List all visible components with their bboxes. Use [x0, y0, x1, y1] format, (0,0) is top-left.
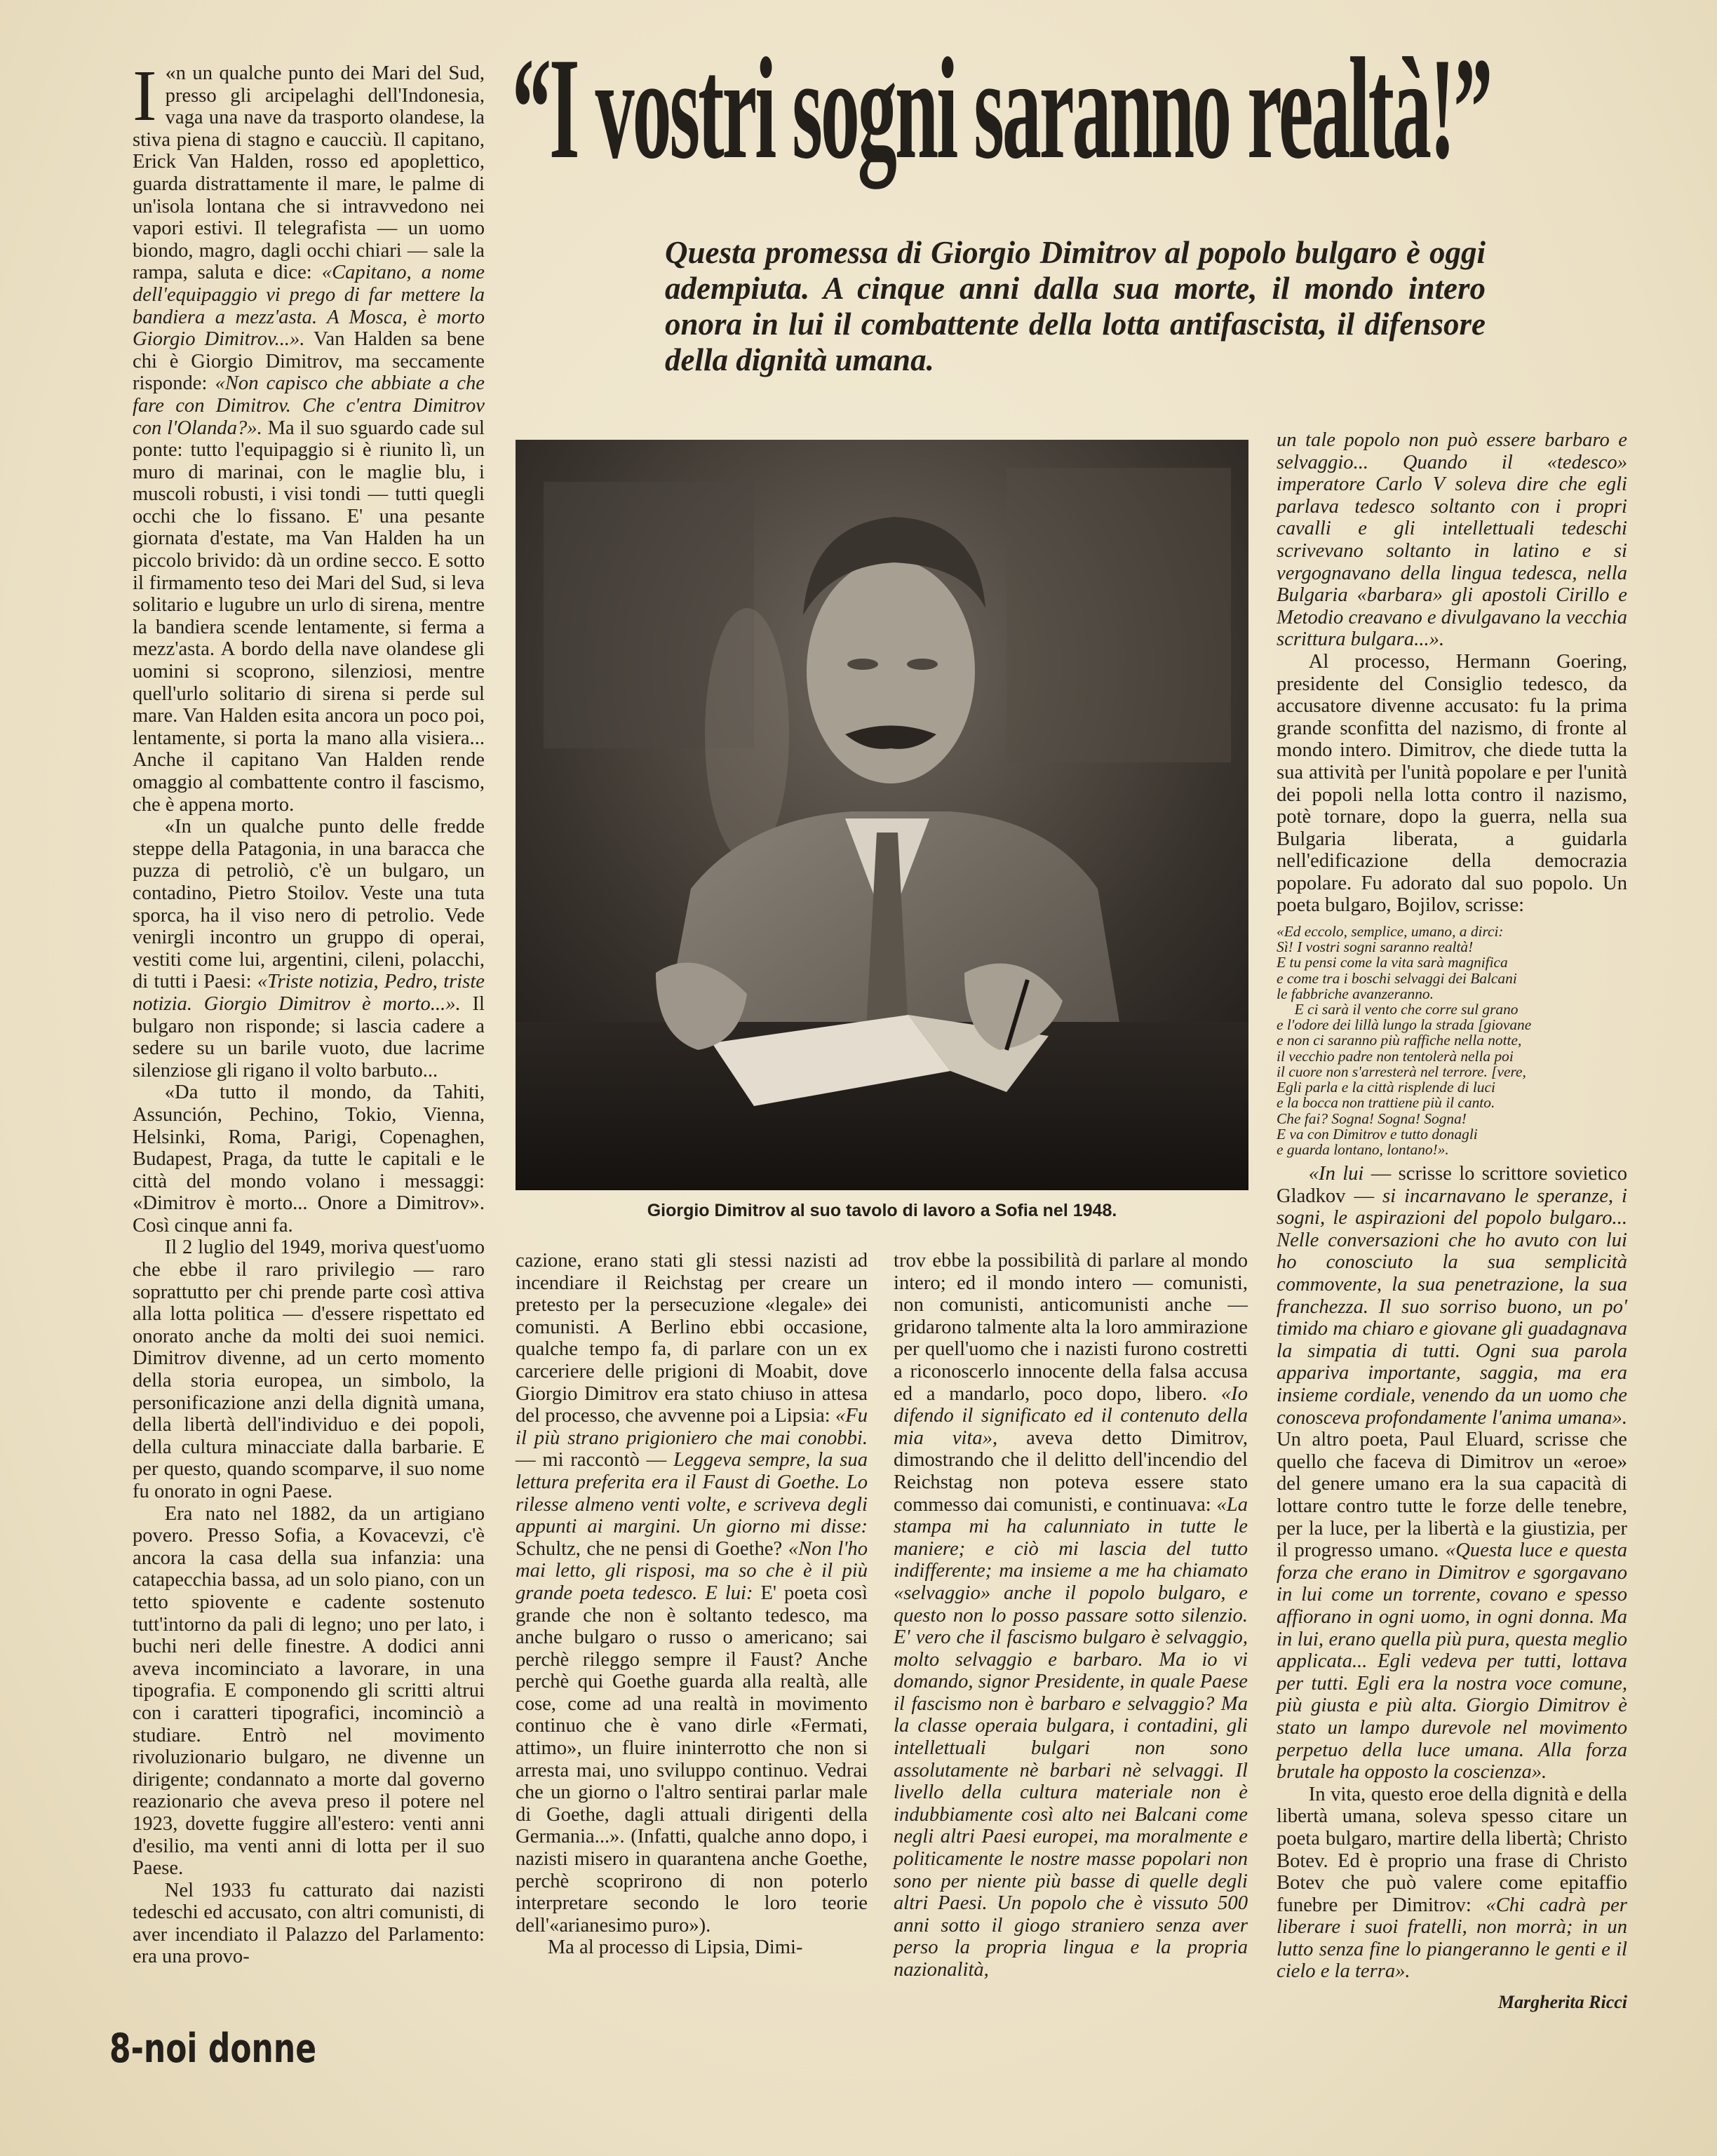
paragraph: trov ebbe la possibilità di parlare al mondo intero; ed il mondo intero — comunisti, non comunisti, anticomunisti anche — gridarono talmente alta la loro ammirazione per quell'uomo che i nazisti furono costretti a riconoscerlo innocente della falsa accusa ed a mandarlo, poco dopo, libero. «Io difendo il significato ed il contenuto della mia vita», aveva detto Dimitrov, dimostrando che il delitto dell'incendio del Reichstag non poteva essere stato commesso dai comunisti, e continuava: «La stampa mi ha calunniato in tutte le maniere; e ciò mi lascia del tutto indifferente; ma insieme a me ha chiamato «selvaggio» anche il popolo bulgaro, e questo non lo posso passare sotto silenzio. E' vero che il fascismo bulgaro è selvaggio, molto selvaggio e barbaro. Ma io vi domando, signor Presidente, in quale Paese il fascismo non è barbaro e selvaggio? Ma la classe operaia bulgara, i contadini, gli intellettuali bulgari non sono assolutamente nè barbari nè selvaggi. Il livello della cultura materiale non è indubbiamente così alto nei Balcani come negli altri Paesi europei, ma moralmente e politicamente le nostre masse popolari non sono per niente più basse di quelle degli altri Paesi. Un popolo che è vissuto 500 anni sotto il giogo straniero senza aver perso la propria lingua e la propria nazionalità, [894, 1250, 1248, 1981]
column-4 [1277, 429, 1627, 1983]
article-subtitle: Questa promessa di Giorgio Dimitrov al popolo bulgaro è oggi adempiuta. A cinque anni dalla sua morte, il mondo intero onora in lui il combattente della lotta antifascista, il difensore della dignità umana. [665, 235, 1486, 377]
article-title: “I vostri sogni saranno realtà!” [512, 28, 1491, 190]
poem-line: e guarda lontano, lontano!». [1277, 1140, 1449, 1158]
poem-line: E va con Dimitrov e tutto donagli [1277, 1125, 1478, 1143]
poem-line: e non ci saranno più raffiche nella notte, [1277, 1032, 1522, 1049]
poem-line: e l'odore dei lillà lungo la strada [giovane [1277, 1016, 1532, 1034]
photo-caption: Giorgio Dimitrov al suo tavolo di lavoro a Sofia nel 1948. [647, 1201, 1117, 1220]
column-1 [133, 55, 485, 1968]
paragraph: Era nato nel 1882, da un artigiano povero. Presso Sofia, a Kovacevzi, c'è ancora la casa della sua infanzia: una catapecchia bassa, ad un solo piano, con un tetto spiovente e cadente sostenuto tutt'intorno da pali di legno; uno per lato, i buchi neri delle finestre. A dodici anni aveva incominciato a lavorare, in una tipografia. E componendo gli scritti altrui con i caratteri tipografici, incominciò a studiare. Entrò nel movimento rivoluzionario bulgaro, ne divenne un dirigente; condannato a morte dal governo reazionario che aveva preso il potere nel 1923, dovette fuggire all'estero: venti anni d'esilio, ma venti anni di lotta per il suo Paese. [133, 1502, 485, 1880]
page-folio: 8-noi donne [109, 2026, 317, 2073]
poem-line: E tu pensi come la vita sarà magnifica [1277, 954, 1508, 971]
paragraph: « I n un qualche punto dei Mari del Sud, presso gli arcipelaghi dell'Indonesia, vaga una nave da trasporto olandese, la stiva piena di stagno e caucciù. Il capitano, Erick Van Halden, rosso ed apoplettico, guarda distrattamente il mare, le palme di un'isola lontana che si intravvedono nei vapori estivi. Il telegrafista — un uomo biondo, magro, dagli occhi chiari — sale la rampa, saluta e dice: «Capitano, a nome dell'equipaggio vi prego di far mettere la bandiera a mezz'asta. A Mosca, è morto Giorgio Dimitrov...». Van Halden sa bene chi è Giorgio Dimitrov, ma seccamente risponde: «Non capisco che abbiate a che fare con Dimitrov. Che c'entra Dimitrov con l'Olanda?». Ma il suo sguardo cade sul ponte: tutto l'equipaggio si è riunito lì, un muro di marinai, con le maglie blu, i muscoli robusti, i visi tondi — tutti quegli occhi che lo fissano. E' una pesante giornata d'estate, ma Van Halden ha un piccolo brivido: dà un ordine secco. E sotto il firmamento teso dei Mari del Sud, si leva solitario e lugubre un urlo di sirena, mentre la bandiera scende lentamente, si ferma a mezz'asta. A bordo della nave olandese gli uomini si scoprono, silenziosi, mentre quell'urlo solitario di sirena si perde sul mare. Van Halden esita ancora un poco poi, lentamente, si porta la mano alla visiera... Anche il capitano Van Halden rende omaggio al combattente contro il fascismo, che è appena morto. [133, 55, 485, 816]
paragraph: «Da tutto il mondo, da Tahiti, Assunción, Pechino, Tokio, Vienna, Helsinki, Roma, Parigi, Copenaghen, Budapest, Praga, da tutte le capitali e le città del mondo volano i messaggi: «Dimitrov è morto... Onore a Dimitrov». Così cinque anni fa. [133, 1082, 485, 1237]
poem-line: il cuore non s'arresterà nel terrore. [vere, [1277, 1063, 1526, 1080]
paragraph: «In lui — scrisse lo scrittore sovietico Gladkov — si incarnavano le speranze, i sogni, le aspirazioni del popolo bulgaro... Nelle conversazioni che ho avuto con lui ho conosciuto la sua semplicità commovente, la sua penetrazione, la sua franchezza. Il suo sorriso buono, un po' timido ma chiaro e giovane gli guadagnava la simpatia di tutti. Ogni sua parola appariva importante, saggia, ma era insieme cordiale, venendo da un uomo che conosceva profondamente l'anima umana». Un altro poeta, Paul Eluard, scrisse che quello che faceva di Dimitrov un «eroe» del genere umano era la sua capacità di lottare contro tutte le forze delle tenebre, per la luce, per la libertà e la giustizia, per il progresso umano. «Questa luce e questa forza che erano in Dimitrov e sgorgavano in lui come un torrente, covano e spesso affiorano in ogni uomo, in ogni donna. Ma in lui, erano quella più pura, questa meglio applicata... Egli vedeva per tutti, lottava per tutti. Egli era la nostra voce comune, più giusta e più alta. Giorgio Dimitrov è stato un lampo durevole nel movimento perpetuo della luce umana. Alla forza brutale ha opposto la coscienza». [1277, 1163, 1628, 1784]
paragraph: Al processo, Hermann Goering, presidente del Consiglio tedesco, da accusatore divenne accusato: fu la prima grande sconfitta del nazismo, di fronte al mondo intero. Dimitrov, che diede tutta la sua attività per l'unità popolare e per l'unità dei popoli nella lotta contro il nazismo, potè tornare, dopo la guerra, nella sua Bulgaria liberata, a guidarla nell'edificazione della democrazia popolare. Fu adorato dal suo popolo. Un poeta bulgaro, Bojilov, scrisse: [1277, 650, 1627, 917]
poem-line: Che fai? Sogna! Sogna! Sogna! [1277, 1110, 1467, 1127]
poem-line: Sì! I vostri sogni saranno realtà! [1277, 938, 1474, 956]
paragraph: In vita, questo eroe della dignità e della libertà umana, soleva spesso citare un poeta bulgaro, martire della libertà; Christo Botev. Ed è proprio una frase di Christo Botev che può valere come epitaffio funebre per Dimitrov: «Chi cadrà per liberare i suoi fratelli, non morrà; in un lutto senza fine lo piangeranno le genti e il cielo e la terra». [1277, 1783, 1628, 1983]
paragraph: Ma al processo di Lipsia, Dimi- [547, 1936, 803, 1959]
poem-quote [1277, 924, 1627, 1157]
poem-line: il vecchio padre non tentolerà nella poi [1277, 1047, 1514, 1065]
portrait-photo [516, 440, 1248, 1190]
paragraph: «In un qualche punto delle fredde steppe della Patagonia, in una baracca che puzza di petroliò, c'è un bulgaro, un contadino, Pietro Stoilov. Veste una tuta sporca, ha il viso nero di petrolio. Vede venirgli incontro un gruppo di operai, vestiti come lui, argentini, cileni, polacchi, di tutti i Paesi: «Triste notizia, Pedro, triste notizia. Giorgio Dimitrov è morto...». Il bulgaro non risponde; si lascia cadere a sedere su un barile vuoto, due lacrime silenziose gli rigano il volto barbuto... [133, 816, 485, 1082]
paragraph: un tale popolo non può essere barbaro e selvaggio... Quando il «tedesco» imperatore Carlo V soleva dire che egli parlava tedesco soltanto con i propri cavalli e gli intellettuali tedeschi scrivevano soltanto in latino e si vergognavano della lingua tedesca, nella Bulgaria «barbara» gli apostoli Cirillo e Metodio creavano e divulgavano la vecchia scrittura bulgara...». [1277, 429, 1627, 651]
paragraph: cazione, erano stati gli stessi nazisti ad incendiare il Reichstag per creare un pretesto per la persecuzione «legale» dei comunisti. A Berlino ebbi occasione, qualche tempo fa, di parlare con un ex carceriere delle prigioni di Moabit, dove Giorgio Dimitrov era stato chiuso in attesa del processo, che avvenne poi a Lipsia: «Fu il più strano prigioniero che mai conobbi. — mi raccontò — Leggeva sempre, la sua lettura preferita era il Faust di Goethe. Lo rilesse almeno venti volte, e scriveva degli appunti ai margini. Un giorno mi disse: Schultz, che ne pensi di Goethe? «Non l'ho mai letto, gli risposi, ma so che è il più grande poeta tedesco. E lui: E' poeta così grande che non è soltanto tedesco, ma anche bulgaro o russo o americano; sai perchè rileggo sempre il Faust? Anche perchè qui Goethe guarda alla realtà, alle cose, come ad una realtà in movimento continuo che è vano dirle «Fermati, attimo», un fluire ininterrotto che non si arresta mai, uno sviluppo continuo. Vedrai che un giorno o l'altro sentirai parlar male di Goethe, dagli attuali dirigenti della Germania...». (Infatti, qualche anno dopo, i nazisti misero in quarantena anche Goethe, perchè scoprirono di non poterlo interpretare secondo le loro teorie dell'«arianesimo puro»). [516, 1250, 868, 1936]
opening-quote: « [165, 61, 176, 84]
drop-cap: I [133, 55, 157, 136]
poem-line: E ci sarà il vento che corre sul grano [1294, 1001, 1519, 1018]
poem-line: e come tra i boschi selvaggi dei Balcani [1277, 969, 1517, 987]
author-signature: Margherita Ricci [1497, 1992, 1627, 2012]
paragraph: Il 2 luglio del 1949, moriva quest'uomo che ebbe il raro privilegio — raro soprattutto per chi prende parte così attiva alla lotta politica — d'essere rispettato ed onorato anche da molti dei suoi nemici. Dimitrov divenne, ad un certo momento della storia europea, un simbolo, la personificazione anzi della dignità umana, della libertà dell'individuo e dei popoli, della cultura minacciate dalla barbarie. E per questo, quando scomparve, il suo nome fu onorato in ogni Paese. [133, 1237, 485, 1502]
poem-line: e la bocca non trattiene più il canto. [1277, 1094, 1495, 1112]
paragraph: Nel 1933 fu catturato dai nazisti tedeschi ed accusato, con altri comunisti, di aver incendiato il Palazzo del Parlamento: era una provo- [133, 1879, 485, 1968]
poem-line: «Ed eccolo, semplice, umano, a dirci: [1277, 923, 1504, 941]
column-2 [516, 1250, 868, 1959]
column-3 [894, 1250, 1248, 1981]
poem-line: le fabbriche avanzeranno. [1277, 985, 1434, 1002]
portrait-illustration [516, 440, 1248, 1190]
poem-line: Egli parla e la città risplende di luci [1277, 1079, 1495, 1096]
